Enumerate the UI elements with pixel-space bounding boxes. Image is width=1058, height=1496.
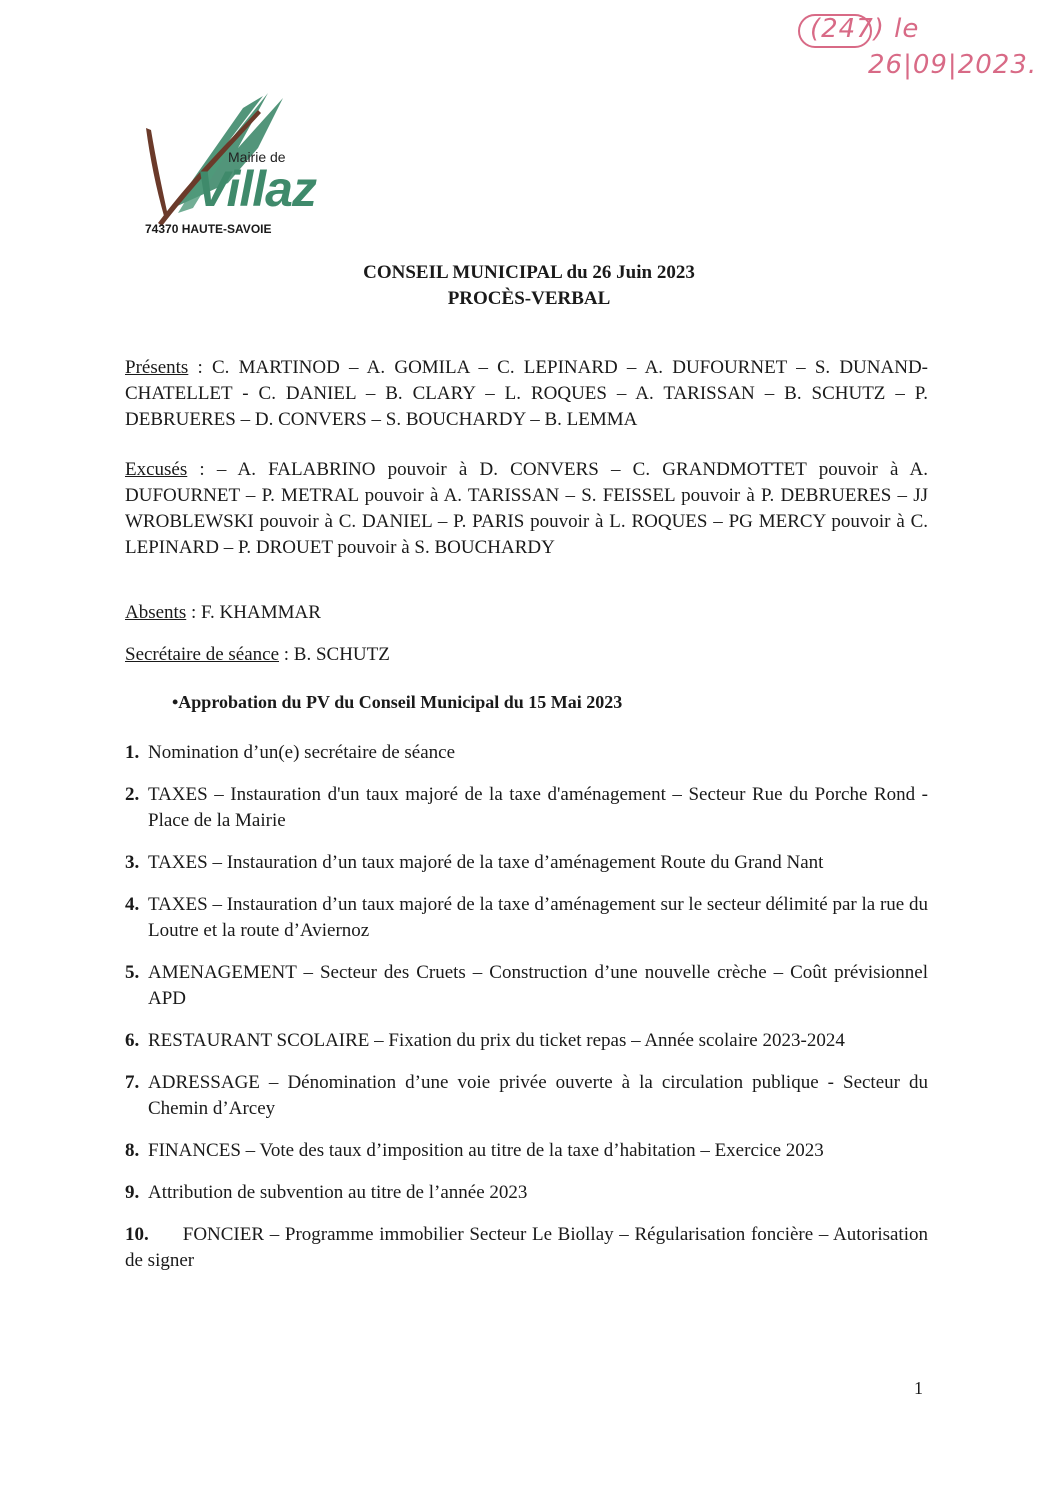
excuses-label: Excusés bbox=[125, 459, 188, 480]
agenda-item-text: TAXES – Instauration d’un taux majoré de la taxe d’aménagement Route du Grand Nant bbox=[148, 852, 824, 873]
agenda-item-text: AMENAGEMENT – Secteur des Cruets – Construction d’une nouvelle crèche – Coût prévisionnel APD bbox=[148, 962, 928, 1009]
secretaire-paragraph bbox=[125, 642, 928, 668]
agenda-item bbox=[125, 1222, 928, 1274]
agenda-item bbox=[125, 960, 928, 1012]
agenda-item bbox=[125, 1180, 928, 1206]
agenda-item-text: ADRESSAGE – Dénomination d’une voie privée ouverte à la circulation publique - Secteur du Chemin d’Arcey bbox=[148, 1072, 928, 1119]
agenda-item bbox=[125, 892, 928, 944]
villaz-logo bbox=[118, 88, 318, 248]
agenda-item-text: TAXES – Instauration d’un taux majoré de la taxe d’aménagement sur le secteur délimité par la rue du Loutre et la route d’Aviernoz bbox=[148, 894, 928, 941]
approval-item: •Approbation du PV du Conseil Municipal du 15 Mai 2023 bbox=[172, 692, 623, 712]
agenda-item bbox=[125, 782, 928, 834]
agenda-item bbox=[125, 740, 928, 766]
page-subtitle: PROCÈS-VERBAL bbox=[447, 288, 611, 309]
agenda-item-text: Nomination d’un(e) secrétaire de séance bbox=[148, 742, 456, 763]
absents-label: Absents bbox=[125, 602, 187, 623]
agenda-list bbox=[125, 740, 928, 1290]
agenda-item-number: 8. bbox=[125, 1140, 140, 1161]
agenda-item-text: FINANCES – Vote des taux d’imposition au titre de la taxe d’habitation – Exercice 2023 bbox=[148, 1140, 824, 1161]
logo-region-text: 74370 HAUTE-SAVOIE bbox=[145, 222, 272, 236]
presents-paragraph bbox=[125, 355, 928, 433]
agenda-item-text: TAXES – Instauration d'un taux majoré de la taxe d'aménagement – Secteur Rue du Porche Rond - Place de la Mairie bbox=[148, 784, 928, 831]
agenda-item bbox=[125, 1138, 928, 1164]
annotation-date: 26|09|2023. bbox=[868, 50, 1038, 80]
agenda-item bbox=[125, 1028, 928, 1054]
absents-list: : F. KHAMMAR bbox=[186, 602, 321, 623]
agenda-item-text: Attribution de subvention au titre de l’année 2023 bbox=[148, 1182, 528, 1203]
agenda-item-number: 5. bbox=[125, 962, 140, 983]
agenda-item-text: RESTAURANT SCOLAIRE – Fixation du prix du ticket repas – Année scolaire 2023-2024 bbox=[148, 1030, 845, 1051]
excuses-list: : – A. FALABRINO pouvoir à D. CONVERS – C. GRANDMOTTET pouvoir à A. DUFOURNET – P. METRAL pouvoir à A. TARISSAN – S. FEISSEL pouvoir à P. DEBRUERES – JJ WROBLEWSKI pouvoir à C. DANIEL – P. PARIS pouvoir à L. ROQUES – PG MERCY pouvoir à C. LEPINARD – P. DROUET pouvoir à S. BOUCHARDY bbox=[125, 459, 928, 558]
agenda-item-number: 7. bbox=[125, 1072, 140, 1093]
agenda-item-number: 10. bbox=[125, 1224, 149, 1245]
agenda-item-number: 1. bbox=[125, 742, 140, 763]
excuses-paragraph bbox=[125, 457, 928, 561]
page-title: CONSEIL MUNICIPAL du 26 Juin 2023 bbox=[363, 262, 695, 283]
presents-label: Présents bbox=[125, 357, 189, 378]
presents-list: : C. MARTINOD – A. GOMILA – C. LEPINARD – A. DUFOURNET – S. DUNAND-CHATELLET - C. DANIEL – B. CLARY – L. ROQUES – A. TARISSAN – B. SCHUTZ – P. DEBRUERES – D. CONVERS – S. BOUCHARDY – B. LEMMA bbox=[125, 357, 928, 430]
agenda-item-number: 2. bbox=[125, 784, 140, 805]
logo-villaz-text: Villaz bbox=[196, 161, 316, 217]
document-header bbox=[0, 260, 1058, 312]
agenda-item-text: FONCIER – Programme immobilier Secteur Le Biollay – Régularisation foncière – Autorisation de signer bbox=[125, 1224, 928, 1271]
logo-mairie-text: Mairie de bbox=[228, 149, 286, 165]
agenda-item-number: 6. bbox=[125, 1030, 140, 1051]
agenda-item-number: 3. bbox=[125, 852, 140, 873]
agenda-item-number: 4. bbox=[125, 894, 140, 915]
agenda-item bbox=[125, 1070, 928, 1122]
secretaire-name: : B. SCHUTZ bbox=[279, 644, 390, 665]
page-number: 1 bbox=[914, 1378, 923, 1398]
agenda-item-number: 9. bbox=[125, 1182, 140, 1203]
absents-paragraph bbox=[125, 600, 928, 626]
agenda-item bbox=[125, 850, 928, 876]
annotation-reference: (247) le bbox=[810, 14, 920, 44]
handwritten-annotation bbox=[790, 14, 1040, 84]
secretaire-label: Secrétaire de séance bbox=[125, 644, 280, 665]
